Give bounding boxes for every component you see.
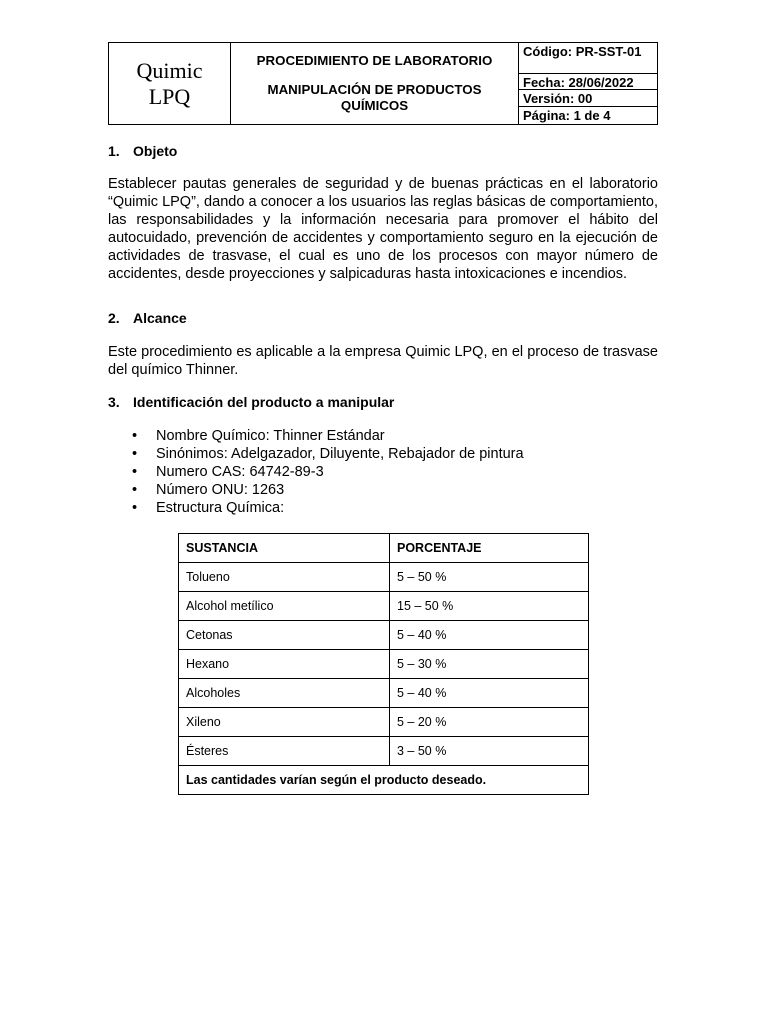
section-alcance-body — [108, 343, 658, 379]
substance-cell: Ésteres — [179, 737, 390, 766]
percentage-cell: 3 – 50 % — [390, 737, 589, 766]
column-header: SUSTANCIA — [179, 534, 390, 563]
percentage-cell: 5 – 30 % — [390, 650, 589, 679]
substance-cell: Cetonas — [179, 621, 390, 650]
section-number: 1. — [108, 143, 120, 159]
section-paragraph: Este procedimiento es aplicable a la empresa Quimic LPQ, en el proceso de trasvase del químico Thinner. — [108, 344, 658, 378]
table-row — [179, 592, 589, 621]
bullet-icon: • — [132, 482, 138, 498]
section-objeto — [108, 143, 658, 159]
list-item — [108, 463, 658, 481]
percentage-cell: 5 – 40 % — [390, 621, 589, 650]
table-row — [179, 563, 589, 592]
section-heading — [108, 310, 658, 326]
bullet-icon: • — [132, 500, 138, 516]
table-note: Las cantidades varían según el producto deseado. — [179, 766, 589, 795]
doc-date: Fecha: 28/06/2022 — [519, 74, 657, 90]
doc-page: Página: 1 de 4 — [523, 108, 611, 123]
table-row — [179, 621, 589, 650]
bullet-icon: • — [132, 446, 138, 462]
section-heading — [108, 394, 658, 410]
substance-cell: Alcohol metílico — [179, 592, 390, 621]
section-heading — [108, 143, 658, 159]
product-bullets — [108, 427, 658, 517]
table-row — [179, 737, 589, 766]
bullet-text: Numero CAS: 64742-89-3 — [156, 464, 324, 480]
table-row — [179, 650, 589, 679]
bullet-text: Número ONU: 1263 — [156, 482, 285, 498]
header-title-block — [231, 43, 519, 124]
section-number: 2. — [108, 310, 120, 326]
section-identificacion — [108, 394, 658, 410]
section-objeto-body — [108, 175, 658, 283]
substance-cell: Tolueno — [179, 563, 390, 592]
section-title: Alcance — [133, 310, 187, 326]
logo-line-1: Quimic — [136, 57, 203, 83]
section-title: Objeto — [133, 143, 178, 159]
section-alcance — [108, 310, 658, 326]
list-item — [108, 445, 658, 463]
bullet-text: Estructura Química: — [156, 500, 285, 516]
bullet-icon: • — [132, 464, 138, 480]
section-paragraph: Establecer pautas generales de seguridad y de buenas prácticas en el laboratorio “Quimic LPQ”, dando a conocer a los usuarios las reglas básicas de comportamiento, las responsabilidades y la información necesaria para promover el hábito del autocuidado, prevención de accidentes y comportamiento seguro en la ejecución de actividades de trasvase, el cual es uno de los procesos con mayor número de accidentes, desde proyecciones y salpicaduras hasta intoxicaciones e incendios. — [108, 176, 658, 282]
procedure-label: PROCEDIMIENTO DE LABORATORIO — [256, 53, 493, 68]
bullet-text: Sinónimos: Adelgazador, Diluyente, Rebajador de pintura — [156, 446, 524, 462]
document-title: MANIPULACIÓN DE PRODUCTOS QUÍMICOS — [267, 82, 482, 113]
percentage-cell: 5 – 20 % — [390, 708, 589, 737]
header-meta — [519, 43, 657, 124]
document-header — [108, 42, 658, 125]
composition-table — [178, 533, 589, 795]
doc-version: Versión: 00 — [519, 90, 657, 107]
table-header-row — [179, 534, 589, 563]
section-title: Identificación del producto a manipular — [133, 394, 395, 410]
table-row — [179, 679, 589, 708]
doc-code: Código: PR-SST-01 — [519, 43, 657, 74]
percentage-cell: 15 – 50 % — [390, 592, 589, 621]
table-note-row — [179, 766, 589, 795]
section-number: 3. — [108, 394, 120, 410]
percentage-cell: 5 – 40 % — [390, 679, 589, 708]
logo-line-2: LPQ — [148, 83, 191, 109]
list-item — [108, 499, 658, 517]
substance-cell: Alcoholes — [179, 679, 390, 708]
percentage-cell: 5 – 50 % — [390, 563, 589, 592]
bullet-icon: • — [132, 428, 138, 444]
bullet-text: Nombre Químico: Thinner Estándar — [156, 428, 385, 444]
list-item — [108, 481, 658, 499]
list-item — [108, 427, 658, 445]
column-header: PORCENTAJE — [390, 534, 589, 563]
company-logo — [109, 43, 231, 124]
table-row — [179, 708, 589, 737]
substance-cell: Xileno — [179, 708, 390, 737]
substance-cell: Hexano — [179, 650, 390, 679]
